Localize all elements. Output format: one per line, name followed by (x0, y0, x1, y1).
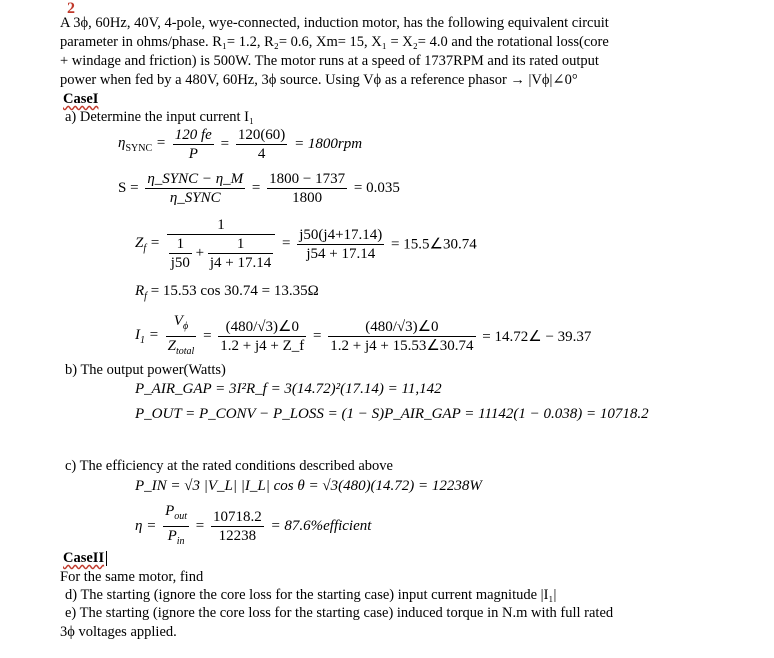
case2-title: CaseII (63, 550, 105, 566)
part-e-label-2: 3ϕ voltages applied. (60, 624, 177, 640)
eq-nsync-frac1-num: 120 fe (174, 127, 212, 143)
eq-zf-frac2 (297, 226, 384, 263)
eq-slip-frac1-den: η_SYNC (169, 190, 221, 206)
eq-pin: P_IN = √3 |V_L| |I_L| cos θ = √3(480)(14.72) = 12238W (135, 478, 482, 494)
case1-title: CaseI (63, 91, 99, 107)
eq-zf-sub2: $\frac{1}{j4 + 17.14}$ (209, 236, 272, 271)
eq-i1-frac2: $\frac{(480/√3)\angle 0}{1.2 + j4 + Z\_f}$ (220, 319, 305, 354)
case2-intro: For the same motor, find (60, 569, 204, 585)
problem-line-3: + windage and friction) is 500W. The motor runs at a speed of 1737RPM and its rated output (60, 53, 599, 69)
eq-zf-frac2-den: j54 + 17.14 (306, 245, 376, 262)
eq-nsync-frac1 (173, 126, 214, 163)
eq-nsync-frac2-num: 120(60) (237, 127, 286, 143)
eq-slip-frac2-den: 1800 (292, 190, 323, 206)
eq-rf: $R_f = 15.53$ cos 30.74 = 13.35Ω (135, 283, 319, 302)
eq-nsync-frac1-den: P (188, 146, 198, 162)
eq-slip-frac2 (267, 170, 347, 207)
eq-i1: $I_1$ = $\frac{V_\phi}{Z_{total}}$ = $\frac{(480/√3)\angle 0}{1.2 + j4 + Z\_f}$ = $\frac{(480/√3)\angle 0}{1.2 + j4 + 15.53\angle 30.74}$ = 14.72∠ − 39.37 (135, 312, 591, 361)
eq-eta-frac2: $\frac{10718.2}{12238}$ (213, 509, 262, 544)
eq-i1-frac3: $\frac{(480/√3)\angle 0}{1.2 + j4 + 15.53\angle 30.74}$ (330, 319, 474, 354)
eq-rf-text: = 15.53 cos 30.74 = 13.35Ω (150, 283, 319, 299)
problem-line-2 (60, 33, 609, 52)
eq-slip-frac2-num: 1800 − 1737 (269, 171, 346, 187)
eq-eta-result: = 87.6%efficient (270, 518, 372, 534)
eq-i1-frac1: $\frac{V_\phi}{Z_{total}}$ (167, 313, 195, 357)
eq-slip: S = $\frac{\text{η\_SYNC − η\_M}}{\text{η\_SYNC}}$ = $\frac{1800 - 1737}{1800}$ = 0.035 (118, 171, 400, 206)
eq-nsync-frac2 (236, 126, 288, 163)
problem-line-1: A 3ϕ, 60Hz, 40V, 4-pole, wye-connected, induction motor, has the following equivalent circuit (60, 15, 609, 31)
eq-nsync: $\eta_{SYNC}$ = $\frac{120 fe}{P}$ = $\frac{120(60)}{4}$ = 1800rpm (118, 127, 363, 162)
eq-eta: η = $\frac{P_{out}}{P_{in}}$ = $\frac{10718.2}{12238}$ = 87.6%efficient (135, 502, 371, 551)
eq-slip-frac1 (145, 170, 245, 207)
problem-line-2-text: parameter in ohms/phase. R₁= 1.2, R₂= 0.6, Xm= 15, X₁ = X₂= 4.0 and the rotational loss(core (60, 34, 609, 50)
text-cursor (106, 551, 107, 566)
eq-zf-frac1: 1 $\frac{1}{j50}$ + $\frac{1}{j4 + 17.14}$ (167, 216, 276, 272)
part-e-label: e) The starting (ignore the core loss for the starting case) induced torque in N.m with full rated (65, 605, 614, 621)
eq-zf-frac2-num: j50(j4+17.14) (299, 226, 383, 243)
eq-slip-frac1-num: η_SYNC − η_M (147, 171, 244, 187)
problem-number: 2 (67, 0, 75, 17)
part-c-label: c) The efficiency at the rated conditions described above (65, 458, 393, 474)
eq-slip-result: = 0.035 (353, 180, 400, 196)
eq-nsync-result: = 1800rpm (294, 136, 363, 152)
eq-pout: P_OUT = P_CONV − P_LOSS = (1 − S)P_AIR_GAP = 11142(1 − 0.038) = 10718.2 (135, 406, 649, 422)
eq-zf-sub1: $\frac{1}{j50}$ (170, 236, 190, 271)
eq-pag: P_AIR_GAP = 3I²R_f = 3(14.72)²(17.14) = 11,142 (135, 381, 442, 397)
part-b-label: b) The output power(Watts) (65, 362, 226, 378)
eq-i1-result: = 14.72∠ − 39.37 (482, 329, 592, 345)
eq-nsync-frac2-den: 4 (257, 146, 266, 162)
part-a-label: a) Determine the input current I₁ (65, 109, 255, 125)
part-d-label: d) The starting (ignore the core loss for the starting case) input current magnitude |I₁| (65, 587, 557, 603)
case2-title-wrap (63, 549, 107, 568)
eq-eta-frac1: $\frac{P_{out}}{P_{in}}$ (165, 503, 188, 547)
problem-line-4: power when fed by a 480V, 60Hz, 3ϕ source. Using Vϕ as a reference phasor → |Vϕ|∠0° (60, 72, 578, 88)
eq-zf: $Z_f$ = 1 $\frac{1}{j50}$ + $\frac{1}{j4 + 17.14}$ = $\frac{j50(j4+17.14)}{j54 + 17.14}$ = 15.5∠30.74 (135, 217, 477, 271)
eq-zf-result: = 15.5∠30.74 (391, 236, 477, 253)
